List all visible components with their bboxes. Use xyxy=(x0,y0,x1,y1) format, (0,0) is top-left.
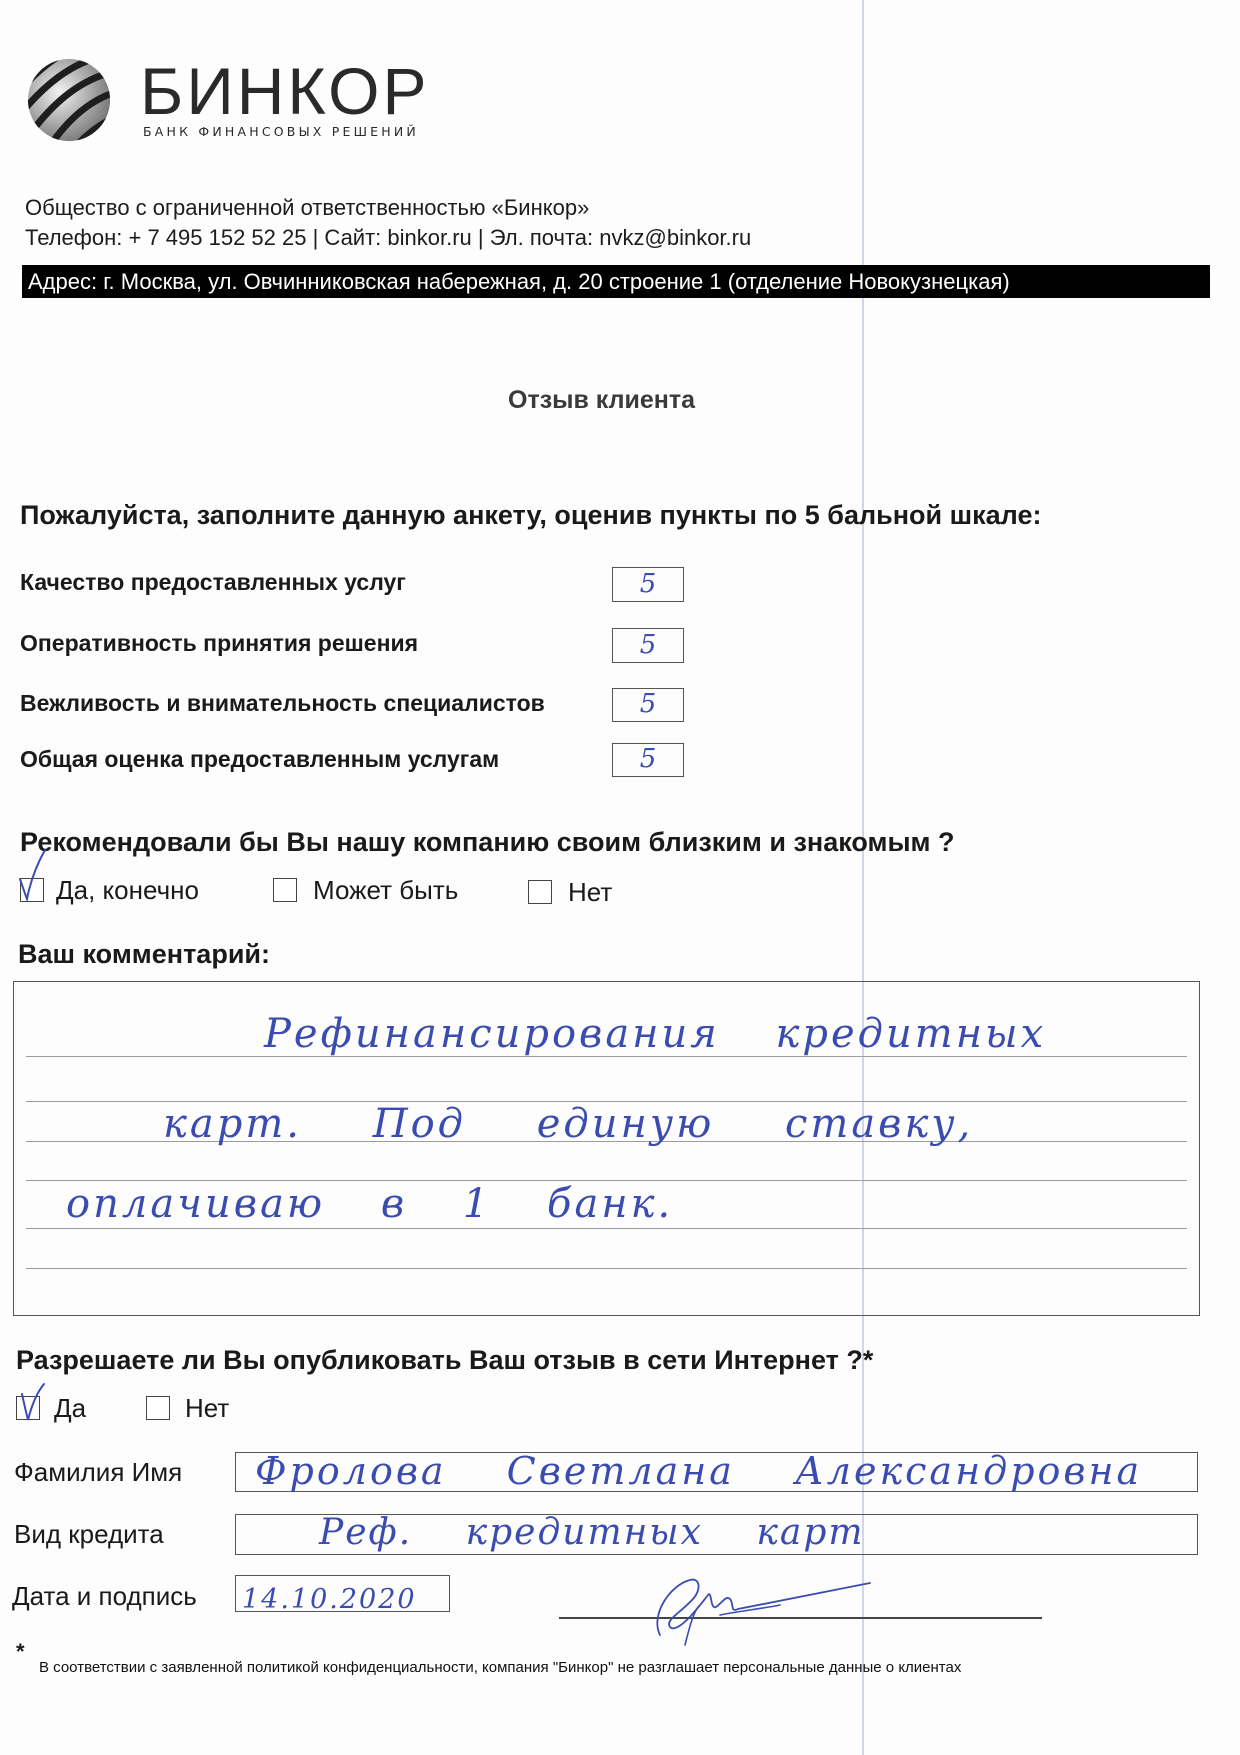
ruled-line xyxy=(26,1268,1187,1269)
bank-logo xyxy=(25,52,445,147)
publish-question: Разрешаете ли Вы опубликовать Ваш отзыв в сети Интернет ?* xyxy=(16,1345,874,1375)
comment-line: Рефинансирования кредитных xyxy=(264,1011,1047,1057)
credit-type-label: Вид кредита xyxy=(14,1519,164,1549)
recommend-yes-label: Да, конечно xyxy=(56,875,199,905)
rating-input-speed[interactable] xyxy=(612,628,684,663)
comment-field[interactable] xyxy=(13,981,1200,1316)
rating-value: 5 xyxy=(639,689,657,719)
logo-wordmark: БИНКОР xyxy=(140,54,430,128)
recommend-no-checkbox[interactable] xyxy=(528,880,552,904)
rating-label: Вежливость и внимательность специалистов xyxy=(20,690,545,716)
comment-label: Ваш комментарий: xyxy=(18,939,271,969)
recommend-maybe-checkbox[interactable] xyxy=(273,878,297,902)
rating-value: 5 xyxy=(639,630,657,660)
comment-line: карт. Под единую ставку, xyxy=(163,1101,974,1147)
striped-sphere-icon xyxy=(25,56,113,144)
recommend-maybe-label: Может быть xyxy=(313,875,459,905)
recommend-no-label: Нет xyxy=(568,877,613,907)
publish-no-checkbox[interactable] xyxy=(146,1396,170,1420)
rating-value: 5 xyxy=(639,744,657,774)
publish-yes-label: Да xyxy=(54,1393,87,1423)
rating-value: 5 xyxy=(639,569,657,599)
footnote-mark: * xyxy=(16,1639,25,1664)
name-label: Фамилия Имя xyxy=(14,1457,183,1487)
name-value: Фролова Светлана Александровна xyxy=(255,1449,1143,1493)
date-value: 14.10.2020 xyxy=(242,1584,417,1615)
rating-input-overall[interactable] xyxy=(612,743,684,777)
company-name: Общество с ограниченной ответственностью «Бинкор» xyxy=(25,195,590,220)
check-mark-icon xyxy=(14,1380,50,1426)
recommend-question: Рекомендовали бы Вы нашу компанию своим близким и знакомым ? xyxy=(20,827,955,857)
rating-input-politeness[interactable] xyxy=(612,688,684,722)
comment-line: оплачиваю в 1 банк. xyxy=(66,1181,674,1227)
rating-input-quality[interactable] xyxy=(612,567,684,602)
credit-type-value: Реф. кредитных карт xyxy=(319,1512,865,1553)
rating-label: Качество предоставленных услуг xyxy=(20,569,406,595)
company-contacts: Телефон: + 7 495 152 52 25 | Сайт: binkor.ru | Эл. почта: nvkz@binkor.ru xyxy=(25,225,752,250)
form-instruction: Пожалуйста, заполните данную анкету, оценив пункты по 5 бальной шкале: xyxy=(20,500,1042,530)
date-signature-label: Дата и подпись xyxy=(12,1581,197,1611)
footnote-text: В соответствии с заявленной политикой конфиденциальности, компания "Бинкор" не разглашает персональные данные о клиентах xyxy=(39,1659,962,1676)
check-mark-icon xyxy=(14,845,54,905)
address-text: Адрес: г. Москва, ул. Овчинниковская набережная, д. 20 строение 1 (отделение Новокузнецкая) xyxy=(28,269,1010,294)
address-bar xyxy=(22,265,1210,298)
rating-label: Общая оценка предоставленным услугам xyxy=(20,746,500,772)
logo-tagline: БАНК ФИНАНСОВЫХ РЕШЕНИЙ xyxy=(143,124,419,139)
rating-label: Оперативность принятия решения xyxy=(20,630,419,656)
form-title: Отзыв клиента xyxy=(508,386,695,414)
signature-scribble xyxy=(630,1565,880,1650)
ruled-line xyxy=(26,1228,1187,1229)
publish-no-label: Нет xyxy=(185,1393,230,1423)
